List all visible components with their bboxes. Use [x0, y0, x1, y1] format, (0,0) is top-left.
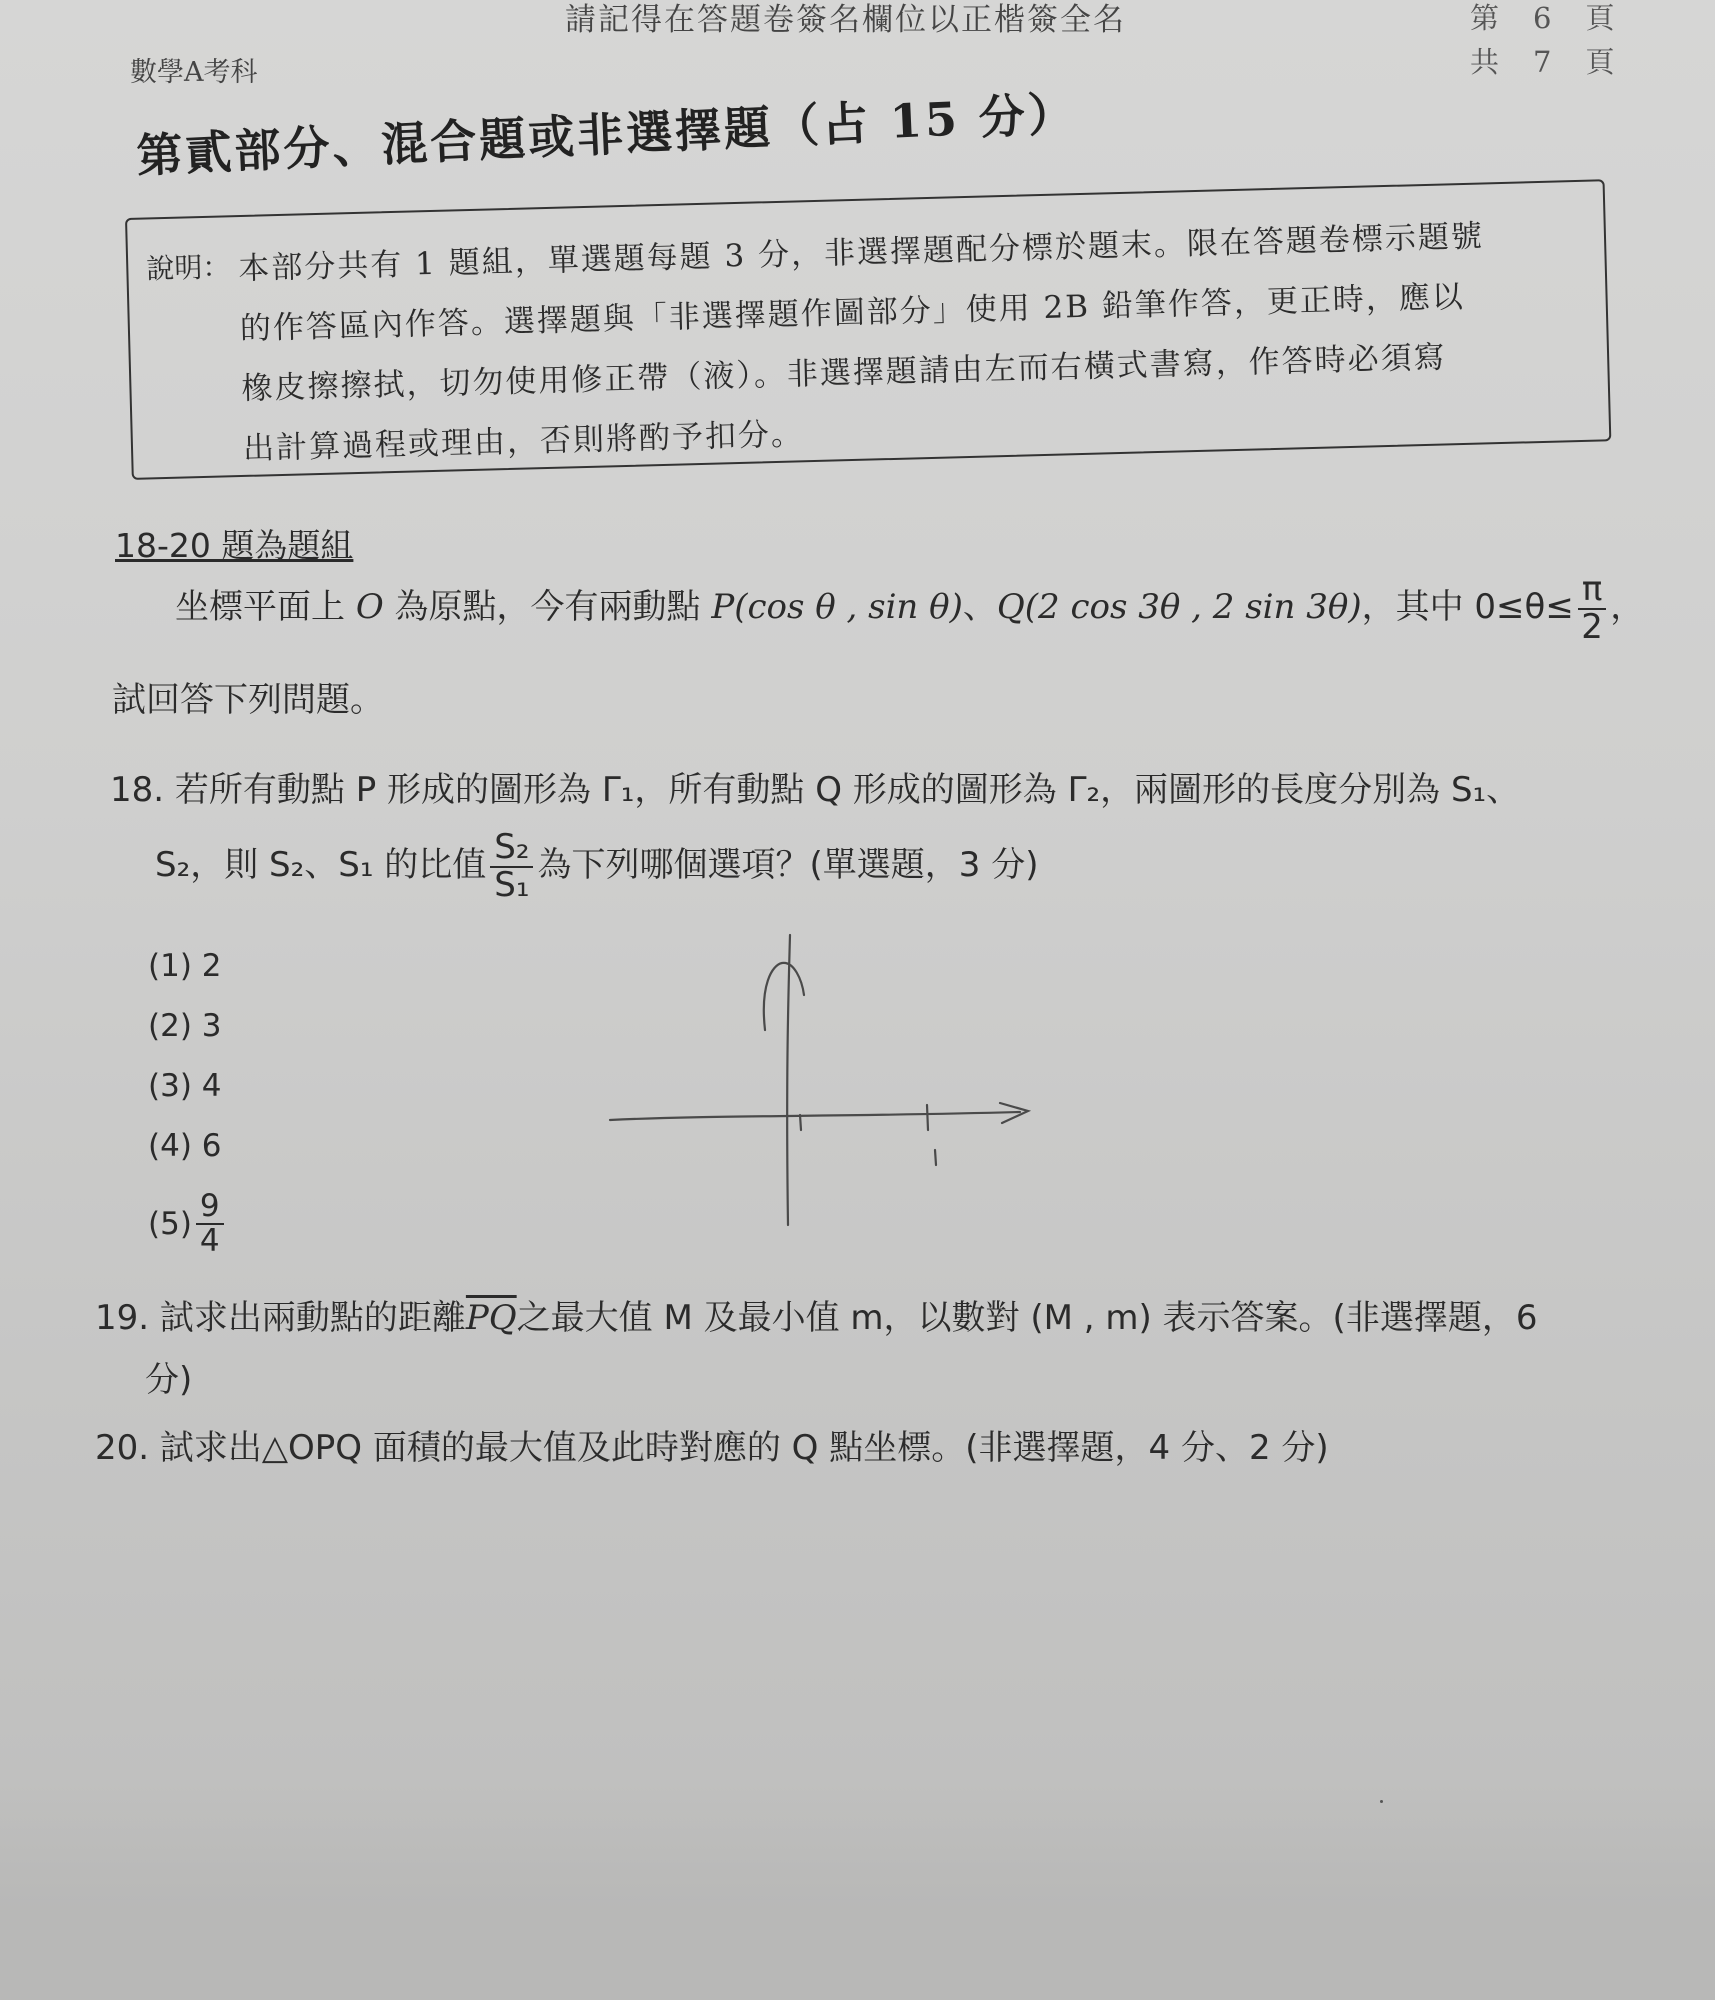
frac-numerator: S₂ — [490, 830, 533, 868]
question-number: 18. — [110, 770, 165, 810]
segment-pq: $\overline{PQ}$ — [465, 1298, 517, 1338]
section-title: 第貳部分、混合題或非選擇題（占 15 分） — [135, 86, 1078, 183]
question-text: S₂，則 S₂、S₁ 的比值 — [155, 845, 487, 886]
frac-denominator: 2 — [1581, 606, 1603, 647]
question-text: 試求出兩動點的距離 — [159, 1298, 466, 1338]
page-current-label: 第 — [1470, 1, 1500, 35]
frac-denominator: S₁ — [494, 864, 530, 905]
sketch-tick — [800, 1115, 801, 1130]
origin-symbol: O — [355, 587, 384, 628]
pencil-dot — [1380, 1800, 1383, 1803]
option-3: (3) 4 — [148, 1068, 222, 1104]
question-18-line-2 — [155, 827, 1039, 905]
signature-reminder: 請記得在答題卷簽名欄位以正楷簽全名 — [565, 2, 1126, 38]
instructions-line-1: 本部分共有 1 題組，單選題每題 3 分，非選擇題配分標於題末。限在答題卷標示題號 — [237, 218, 1485, 288]
question-number: 19. — [95, 1298, 150, 1338]
page-current: 6 — [1533, 1, 1552, 35]
option-label: (5) — [148, 1205, 192, 1242]
sketch-y-axis — [787, 935, 790, 1225]
stmt-text: 坐標平面上 — [175, 587, 345, 628]
sketch-tick — [927, 1105, 928, 1130]
instructions-line-2: 的作答區內作答。選擇題與「非選擇題作圖部分」使用 2B 鉛筆作答，更正時，應以 — [239, 278, 1466, 348]
subject-label: 數學A考科 — [130, 57, 258, 88]
option-4: (4) 6 — [148, 1128, 222, 1164]
sketch-tick — [935, 1150, 936, 1165]
page-indicator — [1470, 0, 1614, 84]
question-19-line-1 — [95, 1290, 1537, 1339]
page-total-label: 共 — [1470, 45, 1500, 79]
sketch-curve — [764, 963, 804, 1030]
question-19-line-2: 分) — [145, 1360, 193, 1400]
question-group-title: 18-20 題為題組 — [115, 526, 354, 565]
paper-shadow — [0, 1780, 1715, 2000]
question-text: 為下列哪個選項？(單選題，3 分) — [537, 845, 1039, 886]
option-1: (1) 2 — [148, 948, 222, 984]
frac-numerator: 9 — [196, 1190, 224, 1225]
page-unit: 頁 — [1585, 1, 1615, 35]
question-text: 試求出△OPQ 面積的最大值及此時對應的 Q 點坐標。(非選擇題，4 分、2 分) — [159, 1428, 1329, 1468]
frac-numerator: π — [1578, 572, 1606, 610]
stmt-text: 、 — [962, 587, 997, 628]
ratio-fraction — [490, 827, 533, 905]
stmt-text: ，其中 0≤θ≤ — [1361, 587, 1574, 628]
stmt-text: ， — [1610, 587, 1645, 628]
question-text: 之最大值 M 及最小值 m，以數對 (M , m) 表示答案。(非選擇題，6 — [516, 1298, 1538, 1338]
problem-statement-line-2: 試回答下列問題。 — [112, 680, 384, 720]
frac-denominator: 4 — [199, 1222, 220, 1259]
option-5 — [148, 1190, 228, 1257]
instructions-box — [125, 179, 1611, 480]
instructions-label: 說明： — [145, 250, 231, 286]
pi-over-two — [1578, 569, 1606, 647]
page-total: 7 — [1533, 45, 1552, 79]
instructions-line-4: 出計算過程或理由，否則將酌予扣分。 — [242, 416, 805, 467]
point-p: P(cos θ , sin θ) — [711, 587, 963, 628]
question-number: 20. — [95, 1428, 150, 1468]
question-18-line-1 — [110, 762, 1520, 811]
instructions-line-3: 橡皮擦擦拭，切勿使用修正帶（液）。非選擇題請由左而右橫式書寫，作答時必須寫 — [241, 339, 1448, 408]
pencil-sketch — [590, 925, 1070, 1245]
stmt-text: 為原點，今有兩動點 — [394, 587, 701, 628]
question-20 — [95, 1420, 1329, 1469]
option-5-fraction — [196, 1190, 224, 1257]
page-unit: 頁 — [1585, 45, 1615, 79]
sketch-x-axis — [610, 1112, 1020, 1120]
question-text: 若所有動點 P 形成的圖形為 Γ₁，所有動點 Q 形成的圖形為 Γ₂，兩圖形的長度分別為 S₁、 — [174, 770, 1521, 810]
point-q: Q(2 cos 3θ , 2 sin 3θ) — [996, 587, 1362, 628]
problem-statement — [175, 569, 1645, 647]
option-2: (2) 3 — [148, 1008, 222, 1044]
